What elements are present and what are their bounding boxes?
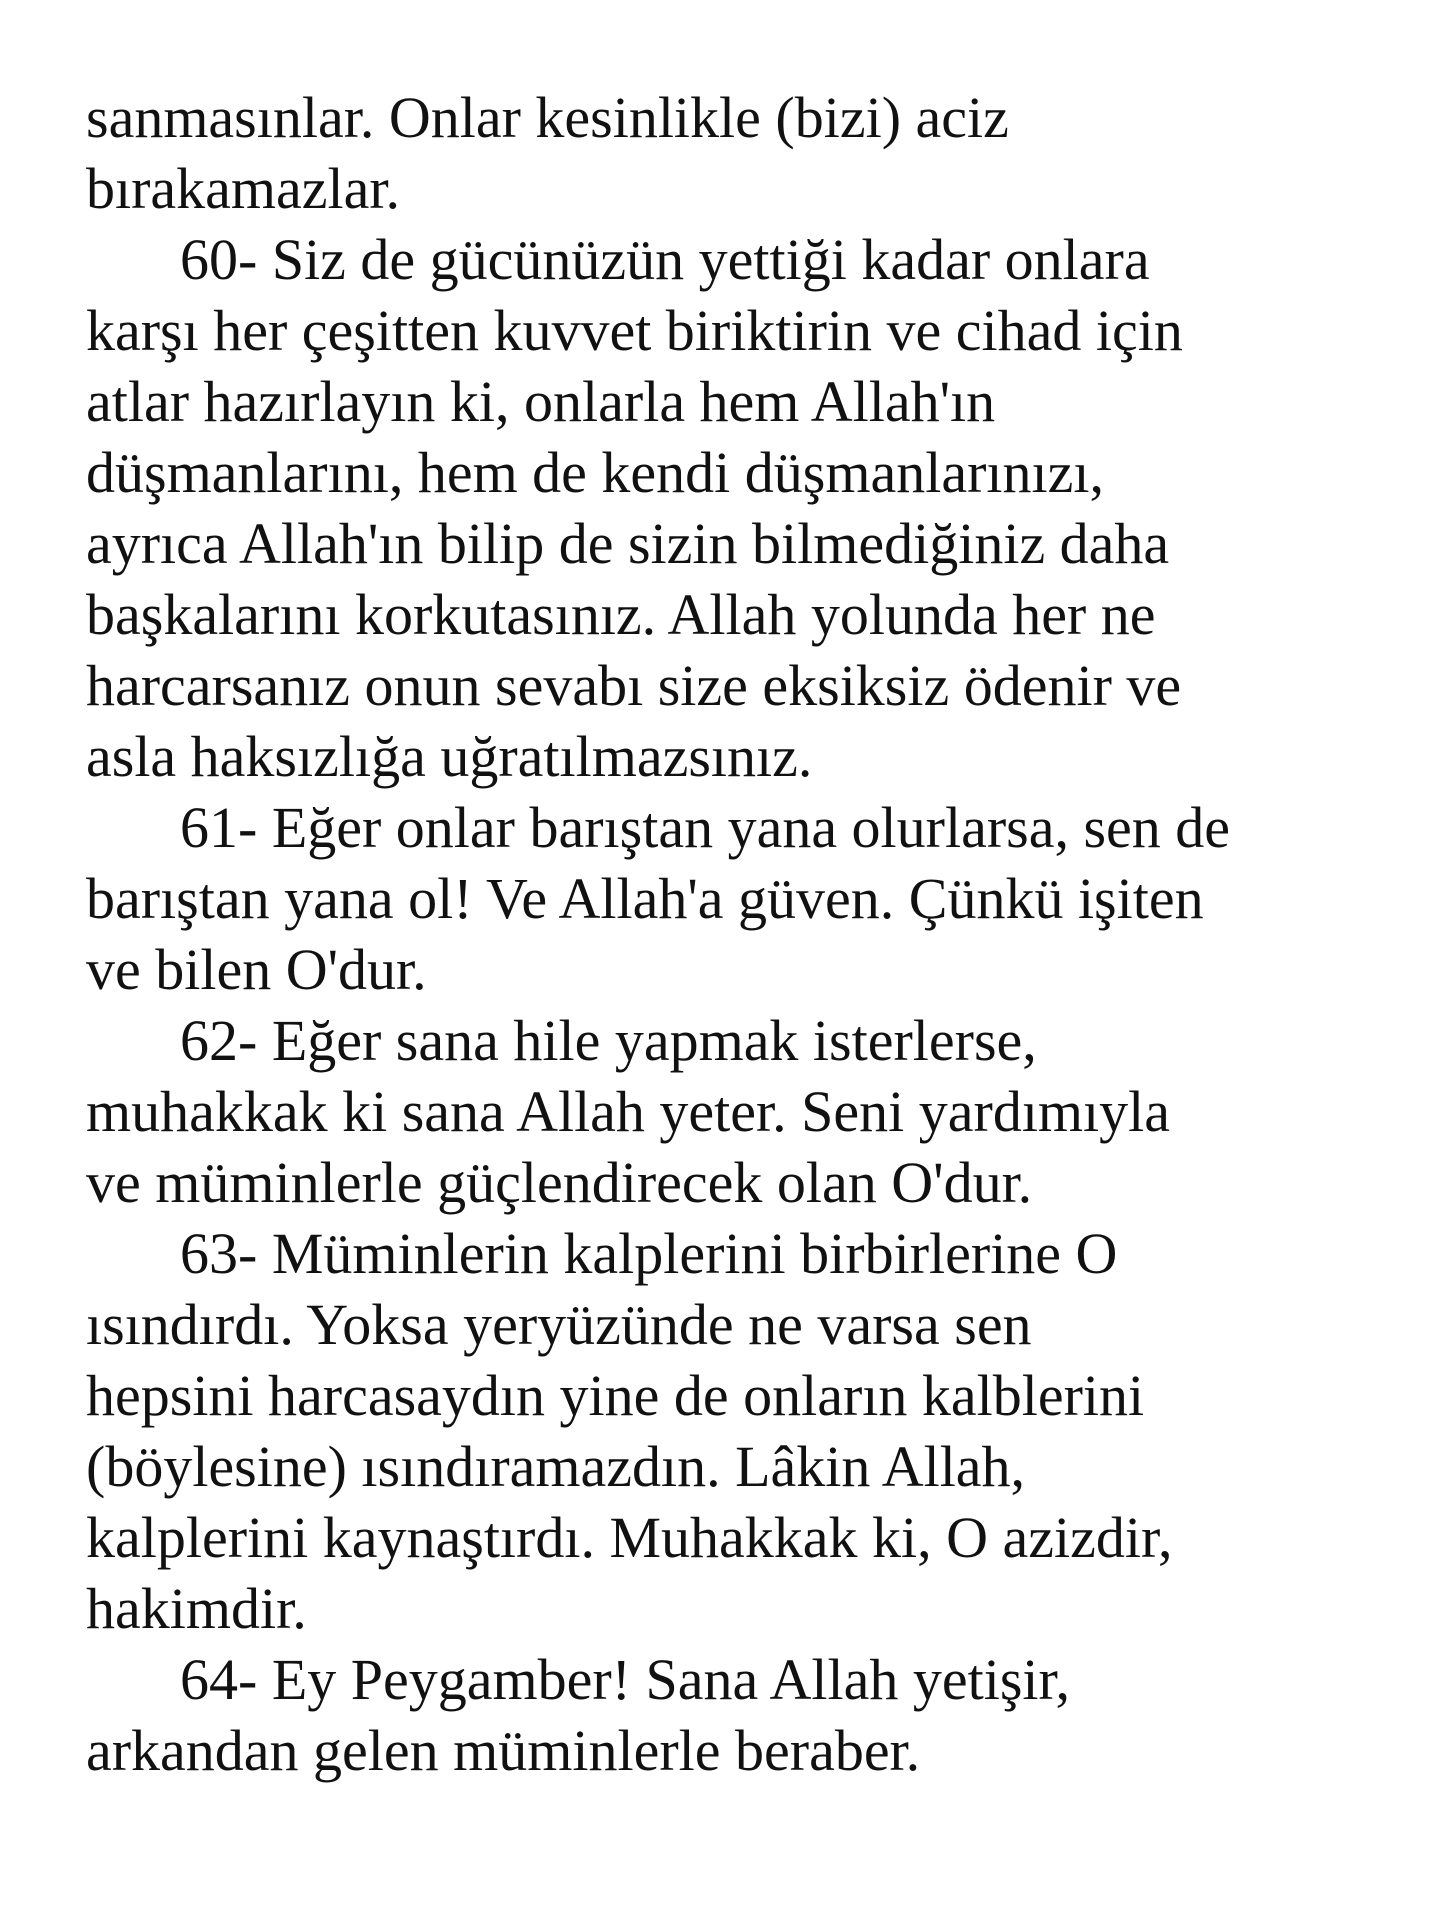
text-line: sanmasınlar. Onlar kesinlikle (bizi) aciz — [86, 85, 1009, 150]
text-line: kalplerini kaynaştırdı. Muhakkak ki, O azizdir, — [86, 1505, 1173, 1570]
text-line: ve müminlerle güçlendirecek olan O'dur. — [86, 1150, 1033, 1215]
text-line: asla haksızlığa uğratılmazsınız. — [86, 724, 813, 789]
text-line: harcarsanız onun sevabı size eksiksiz ödenir ve — [86, 653, 1182, 718]
text-line: (böylesine) ısındıramazdın. Lâkin Allah, — [86, 1434, 1026, 1499]
text-line: 64- Ey Peygamber! Sana Allah yetişir, — [180, 1647, 1071, 1712]
text-line: arkandan gelen müminlerle beraber. — [86, 1718, 921, 1783]
text-line: ve bilen O'dur. — [86, 937, 427, 1002]
paragraph-verse-62 — [86, 1005, 1400, 1218]
paragraph-verse-60 — [86, 224, 1400, 792]
paragraph-verse-63 — [86, 1218, 1400, 1644]
text-line: 62- Eğer sana hile yapmak isterlerse, — [180, 1008, 1037, 1073]
text-line: 61- Eğer onlar barıştan yana olurlarsa, sen de — [180, 795, 1231, 860]
text-line: başkalarını korkutasınız. Allah yolunda her ne — [86, 582, 1156, 647]
paragraph-verse-64 — [86, 1644, 1400, 1786]
text-line: atlar hazırlayın ki, onlarla hem Allah'ın — [86, 369, 996, 434]
text-line: ısındırdı. Yoksa yeryüzünde ne varsa sen — [86, 1292, 1032, 1357]
text-line: düşmanlarını, hem de kendi düşmanlarınızı, — [86, 440, 1104, 505]
text-line: ayrıca Allah'ın bilip de sizin bilmediğiniz daha — [86, 511, 1170, 576]
text-line: 60- Siz de gücünüzün yettiği kadar onlara — [180, 227, 1150, 292]
text-line: barıştan yana ol! Ve Allah'a güven. Çünkü işiten — [86, 866, 1204, 931]
text-line: karşı her çeşitten kuvvet biriktirin ve cihad için — [86, 298, 1183, 363]
text-line: bırakamazlar. — [86, 156, 400, 221]
text-line: muhakkak ki sana Allah yeter. Seni yardımıyla — [86, 1079, 1171, 1144]
paragraph-verse-61 — [86, 792, 1400, 1005]
text-line: 63- Müminlerin kalplerini birbirlerine O — [180, 1221, 1118, 1286]
paragraph-continuation — [86, 82, 1400, 224]
text-line: hepsini harcasaydın yine de onların kalblerini — [86, 1363, 1145, 1428]
text-line: hakimdir. — [86, 1576, 307, 1641]
